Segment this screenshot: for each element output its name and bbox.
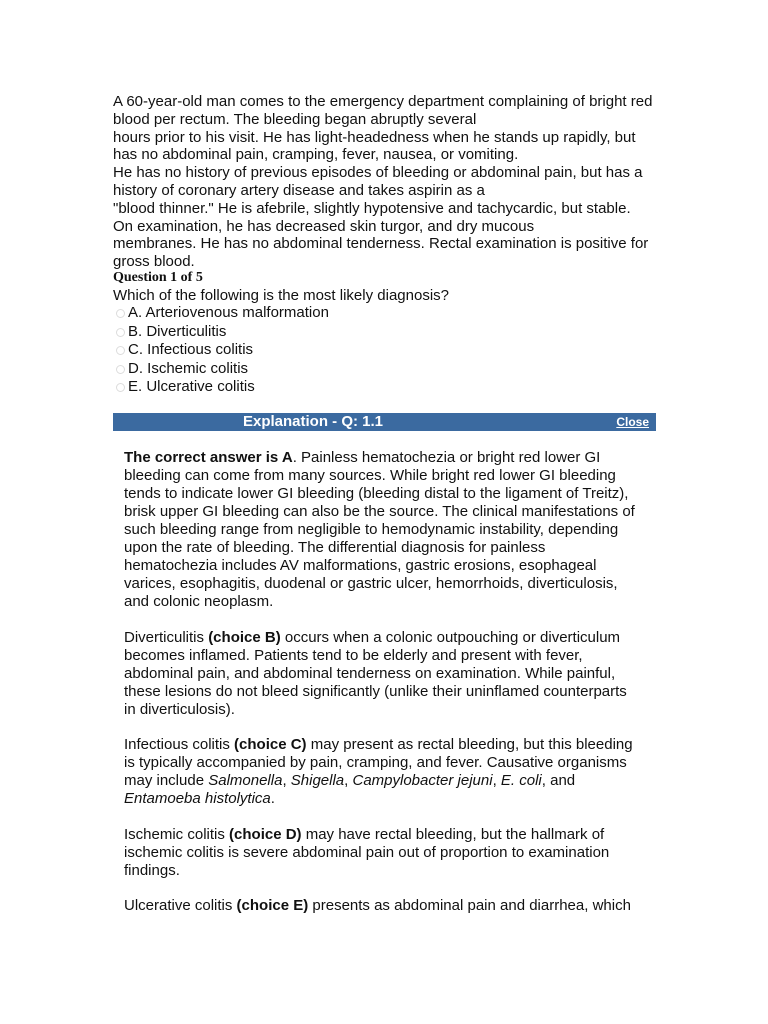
explanation-line: is typically accompanied by pain, cramping, and fever. Causative organisms xyxy=(124,754,627,771)
explanation-line xyxy=(124,790,684,808)
explanation-line: hematochezia includes AV malformations, gastric erosions, esophageal xyxy=(124,557,597,574)
stem-line: blood per rectum. The bleeding began abruptly several xyxy=(113,110,477,128)
explanation-line xyxy=(124,629,684,647)
explanation-line: in diverticulosis). xyxy=(124,700,235,718)
option-c-label: C. Infectious colitis xyxy=(128,341,254,358)
correct-answer-statement: The correct answer is A xyxy=(124,449,293,466)
stem-line: He has no history of previous episodes of bleeding or abdominal pain, but has a xyxy=(113,164,643,182)
explanation-line xyxy=(124,772,684,790)
stem-line: hours prior to his visit. He has light-headedness when he stands up rapidly, but xyxy=(113,128,636,146)
condition-name: Infectious colitis xyxy=(124,736,235,753)
option-a[interactable] xyxy=(113,304,513,323)
choice-reference: (choice E) xyxy=(236,897,309,914)
answer-options xyxy=(113,304,513,397)
organism-name: Campylobacter jejuni xyxy=(352,772,493,789)
choice-reference: (choice B) xyxy=(208,628,281,646)
option-e-radio[interactable] xyxy=(116,383,125,392)
explanation-line: tends to indicate lower GI bleeding (bleeding distal to the ligament of Treitz), xyxy=(124,485,629,502)
explanation-line: brisk upper GI bleeding can also be the source. The clinical manifestations of xyxy=(124,503,635,520)
explanation-line: bleeding can come from many sources. While bright red lower GI bleeding xyxy=(124,467,616,484)
question-prompt: Which of the following is the most likely diagnosis? xyxy=(113,287,449,304)
explanation-paragraph-choice-c xyxy=(124,736,684,808)
stem-line: membranes. He has no abdominal tenderness. Rectal examination is positive for xyxy=(113,235,649,253)
explanation-line: becomes inflamed. Patients tend to be elderly and present with fever, xyxy=(124,646,583,664)
explanation-line xyxy=(124,736,684,754)
option-a-label: A. Arteriovenous malformation xyxy=(128,304,329,321)
explanation-paragraph-choice-e xyxy=(124,897,684,915)
option-d[interactable] xyxy=(113,360,513,379)
explanation-body xyxy=(124,449,684,933)
option-c-radio[interactable] xyxy=(116,346,125,355)
condition-name: Ischemic colitis xyxy=(124,825,230,843)
explanation-line xyxy=(124,449,684,467)
explanation-line: upon the rate of bleeding. The differential diagnosis for painless xyxy=(124,539,546,556)
stem-line: history of coronary artery disease and takes aspirin as a xyxy=(113,181,485,199)
explanation-paragraph-choice-d xyxy=(124,826,684,880)
option-b[interactable] xyxy=(113,323,513,342)
organism-name: Shigella xyxy=(290,772,345,789)
explanation-line: these lesions do not bleed significantly (unlike their uninflamed counterparts xyxy=(124,682,627,700)
stem-line: "blood thinner." He is afebrile, slightly hypotensive and tachycardic, but stable. xyxy=(113,199,631,217)
explanation-text: occurs when a colonic outpouching or diverticulum xyxy=(280,628,621,646)
explanation-text: , xyxy=(344,772,353,789)
organism-name: E. coli xyxy=(500,772,542,789)
stem-line: has no abdominal pain, cramping, fever, nausea, or vomiting. xyxy=(113,146,519,164)
stem-line: A 60-year-old man comes to the emergency department complaining of bright red xyxy=(113,93,653,110)
explanation-text: presents as abdominal pain and diarrhea, which xyxy=(308,897,631,914)
explanation-text: may include xyxy=(124,772,209,789)
option-a-radio[interactable] xyxy=(116,309,125,318)
option-e-label: E. Ulcerative colitis xyxy=(128,378,255,395)
explanation-text: may present as rectal bleeding, but this bleeding xyxy=(306,736,633,753)
option-d-label: D. Ischemic colitis xyxy=(128,359,249,377)
option-b-label: B. Diverticulitis xyxy=(128,322,227,340)
option-e[interactable] xyxy=(113,378,513,397)
condition-name: Diverticulitis xyxy=(124,628,209,646)
stem-line: gross blood. xyxy=(113,253,195,271)
explanation-line: abdominal pain, and abdominal tenderness on examination. While painful, xyxy=(124,664,616,682)
question-counter: Question 1 of 5 xyxy=(113,270,203,285)
explanation-text: may have rectal bleeding, but the hallmark of xyxy=(301,825,605,843)
explanation-text: , xyxy=(492,772,501,789)
explanation-text: . xyxy=(270,790,275,807)
condition-name: Ulcerative colitis xyxy=(124,897,237,914)
question-stem xyxy=(113,93,652,271)
stem-line: On examination, he has decreased skin turgor, and dry mucous xyxy=(113,217,535,235)
explanation-text: . Painless hematochezia or bright red lower GI xyxy=(292,449,601,466)
option-d-radio[interactable] xyxy=(116,365,125,374)
explanation-paragraph-correct-answer xyxy=(124,449,684,611)
organism-name: Salmonella xyxy=(208,772,283,789)
explanation-header-bar xyxy=(113,413,656,431)
choice-reference: (choice D) xyxy=(229,825,302,843)
explanation-text: , and xyxy=(541,772,576,789)
explanation-paragraph-choice-b xyxy=(124,629,684,719)
option-b-radio[interactable] xyxy=(116,328,125,337)
explanation-line xyxy=(124,897,684,915)
explanation-title: Explanation - Q: 1.1 xyxy=(242,413,384,430)
choice-reference: (choice C) xyxy=(234,736,307,753)
organism-name: Entamoeba histolytica xyxy=(124,790,271,807)
option-c[interactable] xyxy=(113,341,513,360)
explanation-line: and colonic neoplasm. xyxy=(124,593,274,610)
explanation-line xyxy=(124,826,684,844)
explanation-line: such bleeding range from negligible to hemodynamic instability, depending xyxy=(124,521,619,538)
explanation-text: , xyxy=(282,772,291,789)
explanation-line: findings. xyxy=(124,861,180,879)
explanation-line: ischemic colitis is severe abdominal pain out of proportion to examination xyxy=(124,843,610,861)
close-link[interactable]: Close xyxy=(616,415,649,429)
explanation-line: varices, esophagitis, duodenal or gastric ulcer, hemorrhoids, diverticulosis, xyxy=(124,575,618,592)
